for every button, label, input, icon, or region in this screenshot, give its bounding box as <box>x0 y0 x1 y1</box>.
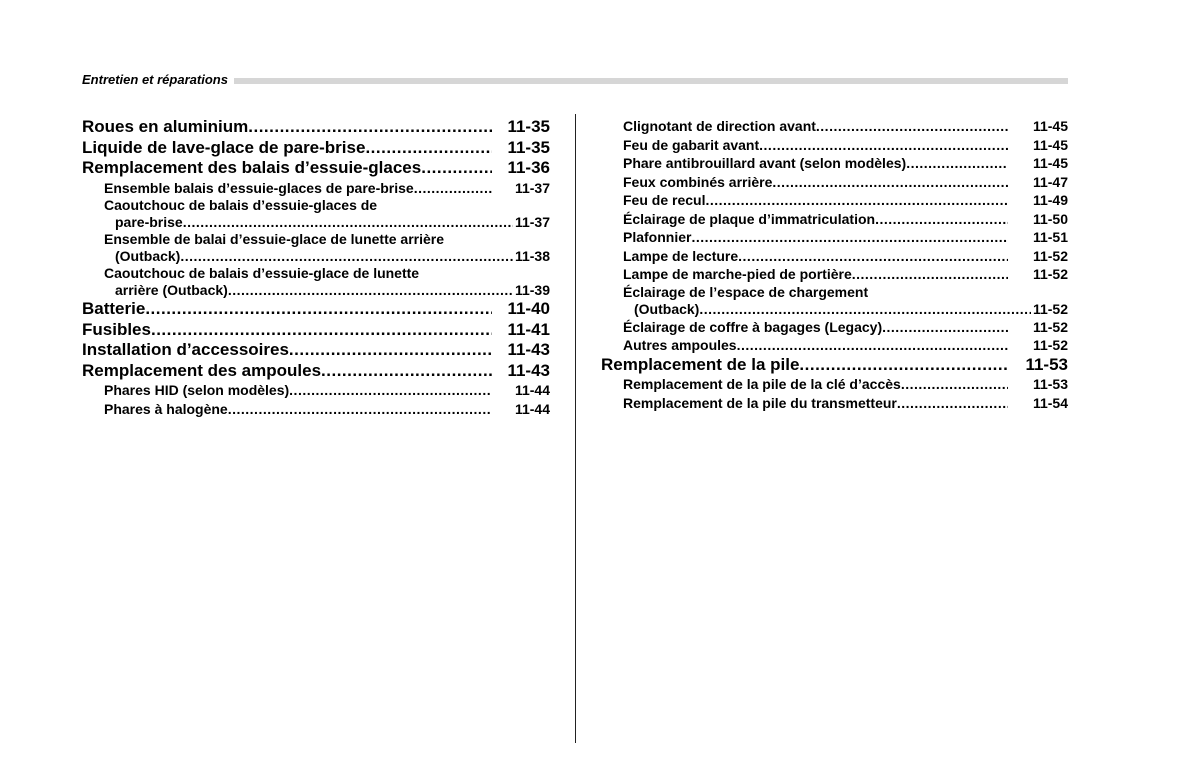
toc-entry-title: pare-brise <box>115 214 183 230</box>
toc-entry[interactable] <box>601 394 1068 413</box>
dot-leader <box>145 299 492 320</box>
toc-page-number: 11-52 <box>1032 337 1068 353</box>
toc-entry-title: Phare antibrouillard avant (selon modèles) <box>623 155 907 171</box>
section-title: Entretien et réparations <box>82 72 234 88</box>
toc-entry[interactable] <box>82 400 550 419</box>
toc-entry-title: Éclairage de plaque d’immatriculation <box>623 210 876 227</box>
toc-entry[interactable] <box>601 136 1068 155</box>
toc-page-number: 11-43 <box>507 340 550 359</box>
toc-entry[interactable] <box>601 191 1068 210</box>
toc-entry-title: arrière (Outback) <box>115 282 228 298</box>
dot-leader <box>421 158 492 179</box>
dot-leader <box>799 355 1008 376</box>
toc-entry[interactable] <box>601 318 1068 337</box>
toc-entry[interactable] <box>601 117 1068 136</box>
toc-entry-title: Éclairage de coffre à bagages (Legacy) <box>623 318 883 335</box>
toc-page-number: 11-45 <box>1032 118 1068 134</box>
dot-leader <box>248 117 492 138</box>
toc-entry[interactable] <box>601 336 1068 355</box>
toc-page-number: 11-52 <box>1032 300 1068 317</box>
toc-entry-title: Phares à halogène <box>104 400 228 417</box>
dot-leader <box>759 136 1008 155</box>
toc-entry-title: Remplacement de la pile <box>601 354 800 374</box>
toc-entry-title: Lampe de lecture <box>623 247 739 264</box>
toc-page-number: 11-35 <box>507 117 550 136</box>
toc-section-entry[interactable] <box>82 361 550 382</box>
toc-page-number: 11-53 <box>1025 354 1068 374</box>
toc-entry-title: Ensemble balais d’essuie-glaces de pare-brise <box>104 179 414 196</box>
page-header <box>82 72 1068 90</box>
dot-leader <box>816 117 1008 136</box>
toc-page-number: 11-49 <box>1032 192 1068 208</box>
toc-page-number: 11-52 <box>1032 266 1068 282</box>
toc-entry[interactable] <box>601 173 1068 192</box>
toc-page-number: 11-44 <box>514 400 550 417</box>
dot-leader <box>705 191 1008 210</box>
toc-entry[interactable] <box>82 179 550 198</box>
toc-entry-title-line: Caoutchouc de balais d’essuie-glace de lunette <box>104 265 420 281</box>
toc-page-number: 11-52 <box>1032 318 1068 335</box>
toc-page-number: 11-39 <box>514 282 550 298</box>
toc-entry[interactable] <box>601 228 1068 247</box>
toc-page-number: 11-37 <box>514 179 550 196</box>
toc-entry-title: Feu de recul <box>623 192 706 208</box>
toc-entry-title: Phares HID (selon modèles) <box>104 382 290 398</box>
toc-entry-title: Feu de gabarit avant <box>623 136 760 153</box>
dot-leader <box>228 282 513 299</box>
dot-leader <box>180 248 513 265</box>
dot-leader <box>882 318 1008 337</box>
toc-column-left <box>82 117 550 418</box>
toc-entry-title: Remplacement des ampoules <box>82 360 322 380</box>
toc-page-number: 11-53 <box>1032 376 1068 392</box>
dot-leader <box>772 173 1008 192</box>
dot-leader <box>183 214 513 231</box>
toc-entry[interactable] <box>601 247 1068 266</box>
toc-section-entry[interactable] <box>82 117 550 138</box>
toc-entry-title-line: Ensemble de balai d’essuie-glace de lunette arrière <box>104 231 445 247</box>
toc-entry[interactable] <box>82 197 550 231</box>
dot-leader <box>414 179 492 198</box>
toc-page-number: 11-35 <box>507 137 550 157</box>
toc-page-number: 11-44 <box>514 382 550 398</box>
toc-page-number: 11-37 <box>514 214 550 230</box>
toc-entry-title: Lampe de marche-pied de portière <box>623 266 852 282</box>
toc-column-right <box>601 117 1068 412</box>
toc-entry-title: Fusibles <box>82 319 151 339</box>
toc-section-entry[interactable] <box>82 158 550 179</box>
dot-leader <box>897 394 1008 413</box>
toc-page-number: 11-45 <box>1032 155 1068 171</box>
toc-entry-title: Batterie <box>82 299 146 318</box>
toc-entry-title: Clignotant de direction avant <box>623 118 816 134</box>
dot-leader <box>289 340 492 361</box>
toc-entry[interactable] <box>601 265 1068 284</box>
toc-entry-title: Roues en aluminium <box>82 117 249 136</box>
toc-section-entry[interactable] <box>82 320 550 341</box>
dot-leader <box>737 336 1008 355</box>
toc-entry-title: Remplacement de la pile de la clé d’accès <box>623 376 901 392</box>
dot-leader <box>738 247 1008 266</box>
toc-entry-title: Installation d’accessoires <box>82 340 289 359</box>
toc-entry-title-line: Éclairage de l’espace de chargement <box>623 283 869 300</box>
toc-entry[interactable] <box>601 154 1068 173</box>
dot-leader <box>228 400 492 419</box>
toc-page-number: 11-50 <box>1032 210 1068 227</box>
toc-entry[interactable] <box>601 210 1068 229</box>
dot-leader <box>321 361 492 382</box>
toc-page-number: 11-40 <box>507 299 550 318</box>
toc-page-number: 11-52 <box>1032 247 1068 264</box>
toc-page-number: 11-54 <box>1032 394 1068 411</box>
dot-leader <box>875 210 1008 229</box>
toc-section-entry[interactable] <box>82 138 550 159</box>
toc-entry-title: (Outback) <box>115 248 181 264</box>
toc-entry[interactable] <box>82 231 550 265</box>
dot-leader <box>289 381 492 400</box>
toc-section-entry[interactable] <box>601 355 1068 376</box>
toc-page-number: 11-47 <box>1032 173 1068 190</box>
toc-entry-title: Plafonnier <box>623 229 692 245</box>
toc-page-number: 11-38 <box>514 248 550 264</box>
toc-entry-title: Remplacement des balais d’essuie-glaces <box>82 158 422 177</box>
toc-section-entry[interactable] <box>82 340 550 361</box>
toc-page-number: 11-36 <box>507 158 550 177</box>
toc-entry[interactable] <box>82 381 550 400</box>
toc-entry-title: Liquide de lave-glace de pare-brise <box>82 137 366 157</box>
dot-leader <box>906 154 1008 173</box>
toc-entry-title: Autres ampoules <box>623 337 737 353</box>
dot-leader <box>691 228 1008 247</box>
toc-entry-title: Feux combinés arrière <box>623 173 773 190</box>
dot-leader <box>365 138 492 159</box>
toc-entry-title-line: Caoutchouc de balais d’essuie-glaces de <box>104 197 378 213</box>
column-divider <box>575 114 576 743</box>
toc-page-number: 11-51 <box>1032 229 1068 245</box>
dot-leader <box>901 375 1008 394</box>
dot-leader <box>151 320 492 341</box>
toc-section-entry[interactable] <box>82 299 550 320</box>
toc-entry-title: Remplacement de la pile du transmetteur <box>623 394 897 411</box>
toc-page-number: 11-45 <box>1032 136 1068 153</box>
toc-page-number: 11-43 <box>507 360 550 380</box>
toc-entry[interactable] <box>601 284 1068 318</box>
toc-entry-title: (Outback) <box>634 300 700 317</box>
dot-leader <box>699 301 1031 318</box>
toc-entry[interactable] <box>82 265 550 299</box>
toc-entry[interactable] <box>601 375 1068 394</box>
dot-leader <box>852 265 1008 284</box>
toc-page-number: 11-41 <box>507 319 550 339</box>
